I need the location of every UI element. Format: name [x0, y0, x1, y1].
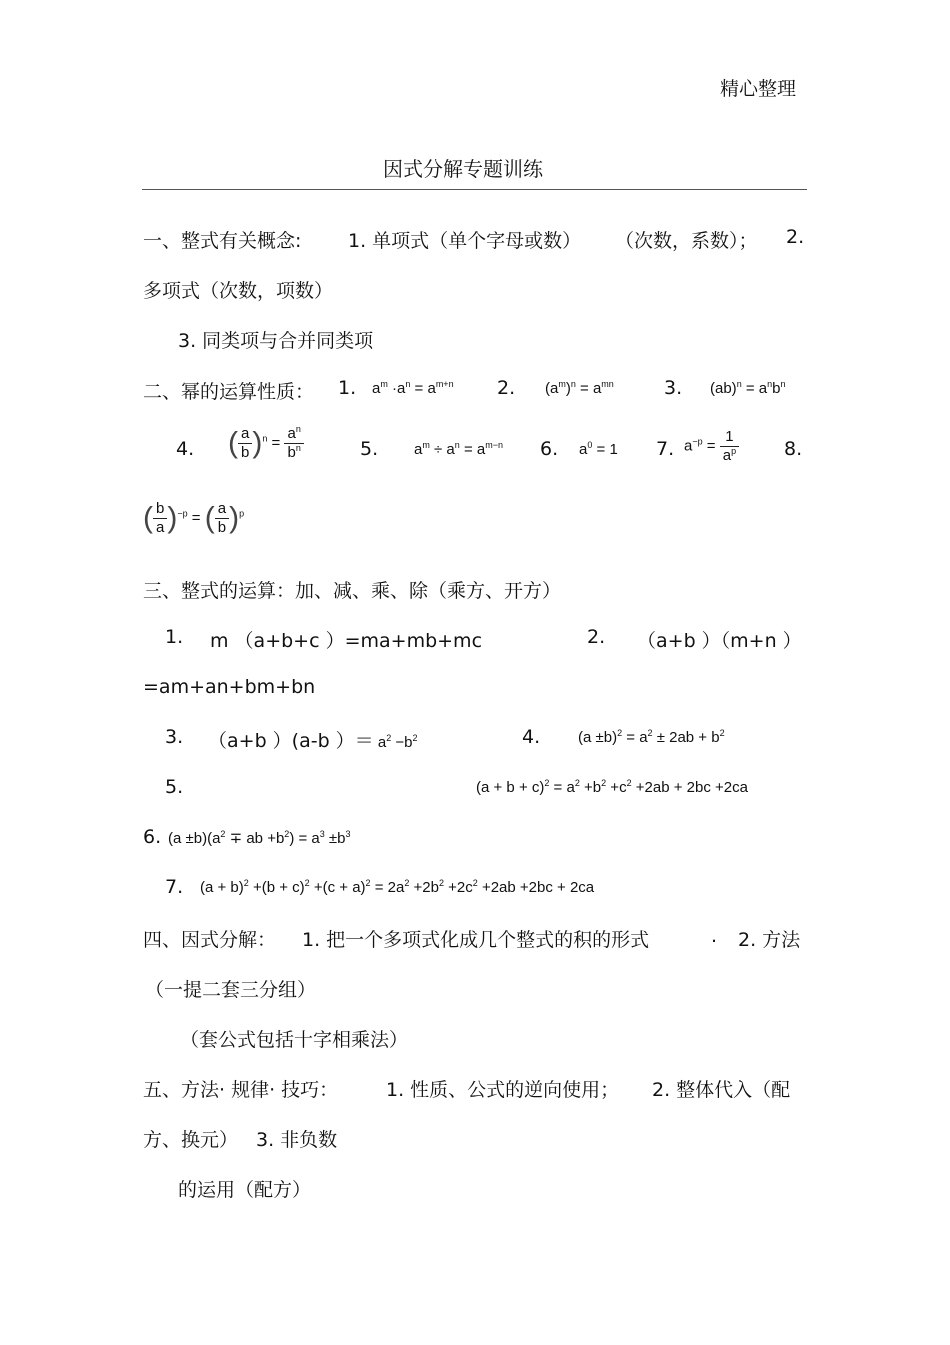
s4-item2: 2. 方法: [738, 929, 801, 951]
s5-item3: 3. 非负数: [256, 1129, 338, 1151]
s2-formula5: $a^m \div a^n = a^{m-n}$: [414, 440, 503, 458]
s2-heading: 二、幂的运算性质：: [143, 381, 315, 403]
s3-num7: 7.: [165, 876, 184, 898]
s4-item1: 1. 把一个多项式化成几个整式的积的形式: [302, 929, 650, 951]
s3-heading: 三、整式的运算：加、减、乘、除（乘方、开方）: [143, 580, 562, 602]
s5-item2: 2. 整体代入（配: [652, 1079, 791, 1101]
s3-formula6: $(a \pm b)(a^2$ ∓ ab $+b^2) = a^3 \pm b^3$: [168, 829, 351, 847]
s1-item1-detail: （次数，系数）；: [615, 230, 758, 252]
page-header: 精心整理: [720, 78, 797, 100]
s2-num6: 6.: [540, 438, 559, 460]
s3-formula2-result: =am+an+bm+bn: [143, 676, 316, 698]
s2-formula7: $a^{-p}$ = $\frac{1}{a^p}$: [684, 428, 739, 465]
s2-num7: 7.: [656, 438, 675, 460]
s2-formula4: ( $\frac{a}{b}$ )$^n$ = $\frac{a^n}{b^n}$: [228, 425, 304, 462]
s3-num3: 3.: [165, 726, 184, 748]
s1-item3: 3. 同类项与合并同类项: [178, 330, 374, 352]
s3-num1: 1.: [165, 626, 184, 648]
s2-num5: 5.: [360, 438, 379, 460]
s3-formula3: （a+b ）(a-b ）＝ $a^2 -b^2$: [208, 730, 418, 752]
s3-num4: 4.: [522, 726, 541, 748]
s5-heading: 五、方法· 规律· 技巧：: [143, 1079, 339, 1101]
s1-item2-num: 2.: [786, 226, 805, 248]
page-title: 因式分解专题训练: [383, 157, 543, 181]
s3-formula5: $(a + b + c)^2 = a^2 +b^2 +c^2 +2ab + 2bc +2ca$: [476, 778, 748, 796]
s3-formula1: m （a+b+c ）=ma+mb+mc: [210, 630, 483, 652]
s1-item1: 1. 单项式（单个字母或数）: [348, 230, 582, 252]
s3-formula2: （a+b ）（m+n ）: [637, 630, 802, 652]
s2-num2: 2.: [497, 377, 516, 399]
s2-formula2: $(a^m)^n = a^{mn}$: [545, 379, 614, 397]
s2-num4: 4.: [176, 438, 195, 460]
s2-formula6: $a^0 = 1$: [579, 440, 618, 458]
s2-formula8: ( $\frac{b}{a}$ )$^{-p}$ = ( $\frac{a}{b}$ )$^p$: [143, 500, 245, 536]
s1-item2: 多项式（次数，项数）: [143, 280, 334, 302]
s3-formula3-lhs: （a+b ）(a-b ）＝: [208, 730, 374, 752]
s2-formula1: $a^m \cdot a^n = a^{m+n}$: [372, 379, 454, 397]
s2-num1: 1.: [338, 377, 357, 399]
s3-num2: 2.: [587, 626, 606, 648]
s3-formula7: $(a + b)^2 +(b + c)^2 +(c + a)^2 = 2a^2 +2b^2 +2c^2 +2ab +2bc + 2ca$: [200, 878, 595, 896]
s5-item3-cont: 的运用（配方）: [178, 1179, 312, 1201]
s4-heading: 四、因式分解：: [143, 929, 277, 951]
s4-item1-period: .: [711, 925, 718, 947]
s5-item2-cont: 方、换元）: [143, 1129, 239, 1151]
s3-formula4: $(a \pm b)^2 = a^2 \pm 2ab + b^2$: [578, 728, 725, 746]
s2-formula3: $(ab)^n = a^nb^n$: [710, 379, 786, 397]
s3-num6: 6.: [143, 826, 162, 848]
s5-item1: 1. 性质、公式的逆向使用；: [386, 1079, 620, 1101]
s4-item2-method: （一提二套三分组）: [145, 979, 317, 1001]
s4-item2-note: （套公式包括十字相乘法）: [180, 1029, 409, 1051]
s2-num3: 3.: [664, 377, 683, 399]
s2-num8: 8.: [784, 438, 803, 460]
s1-heading: 一、整式有关概念:: [143, 230, 302, 252]
s3-num5: 5.: [165, 776, 184, 798]
title-rule: [142, 189, 807, 190]
